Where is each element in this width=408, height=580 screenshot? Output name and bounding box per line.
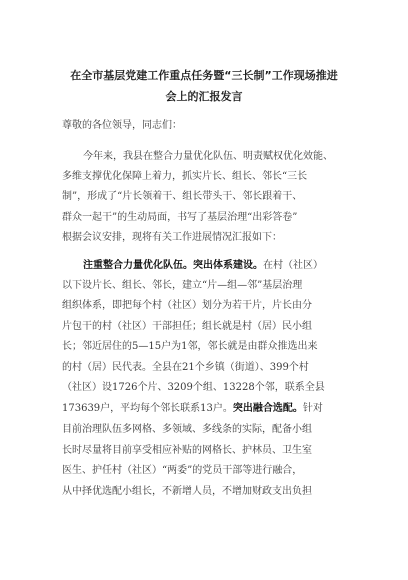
paragraph-1-line: 群众一起干”的生动局面，书写了基层治理“出彩答卷” (62, 212, 298, 223)
section-heading: 突出融合选配。 (232, 403, 303, 414)
paragraph-1-line: 制”，形成了“片长领着干、组长带头干、邻长跟着干、 (62, 191, 303, 202)
paragraph-3-line: 目前治理队伍多网格、多领域、多线条的实际，配备小组 (62, 424, 312, 435)
paragraph-2-line: 以下设片长、组长、邻长，建立“片—组—邻”基层治理 (62, 280, 303, 291)
salutation: 尊敬的各位领导，同志们： (62, 120, 182, 131)
paragraph-1-line: 多维支撑优化保障上着力，抓实片长、组长、邻长“三长 (62, 171, 308, 182)
section-heading: 注重整合力量优化队伍。突出体系建设。 (83, 260, 263, 271)
document-title-line-2: 会上的汇报发言 (165, 90, 243, 103)
paragraph-3-line: 从中择优选配小组长，不新增人员，不增加财政支出负担 (62, 486, 312, 497)
paragraph-2-line: 的村（居）民代表。全县在21个乡镇（街道）、399个村 (62, 362, 309, 373)
paragraph-2-text: 针对 (302, 403, 323, 414)
paragraph-1-line: 今年来，我县在整合力量优化队伍、明责赋权优化效能、 (83, 151, 333, 162)
paragraph-3-line: 长时尽量将目前享受相应补贴的网格长、护林员、卫生室 (62, 445, 312, 456)
paragraph-3-line: 医生、护任村（社区）“两委”的党员干部等进行融合， (62, 465, 303, 476)
paragraph-2-line: 片包干的村（社区）干部担任；组长就是村（居）民小组 (62, 321, 312, 332)
paragraph-2-text: 在村（社区） (263, 260, 323, 271)
paragraph-2-line (83, 259, 323, 273)
document-title-line-1: 在全市基层党建工作重点任务暨“三长制”工作现场推进 (70, 69, 338, 82)
paragraph-2-line: 组织体系，即把每个村（社区）划分为若干片，片长由分 (62, 300, 312, 311)
paragraph-2-line: （社区）设1726个片、3209个组、13228个邻，联系全县 (62, 382, 325, 393)
paragraph-2-text: 173639户，平均每个邻长联系13户。 (62, 403, 233, 414)
paragraph-2-line: 长；邻近居住的5—15户为1邻，邻长就是由群众推选出来 (62, 341, 318, 352)
paragraph-2-line (62, 402, 323, 416)
paragraph-1-line: 根据会议安排，现将有关工作进展情况汇报如下： (62, 232, 282, 243)
